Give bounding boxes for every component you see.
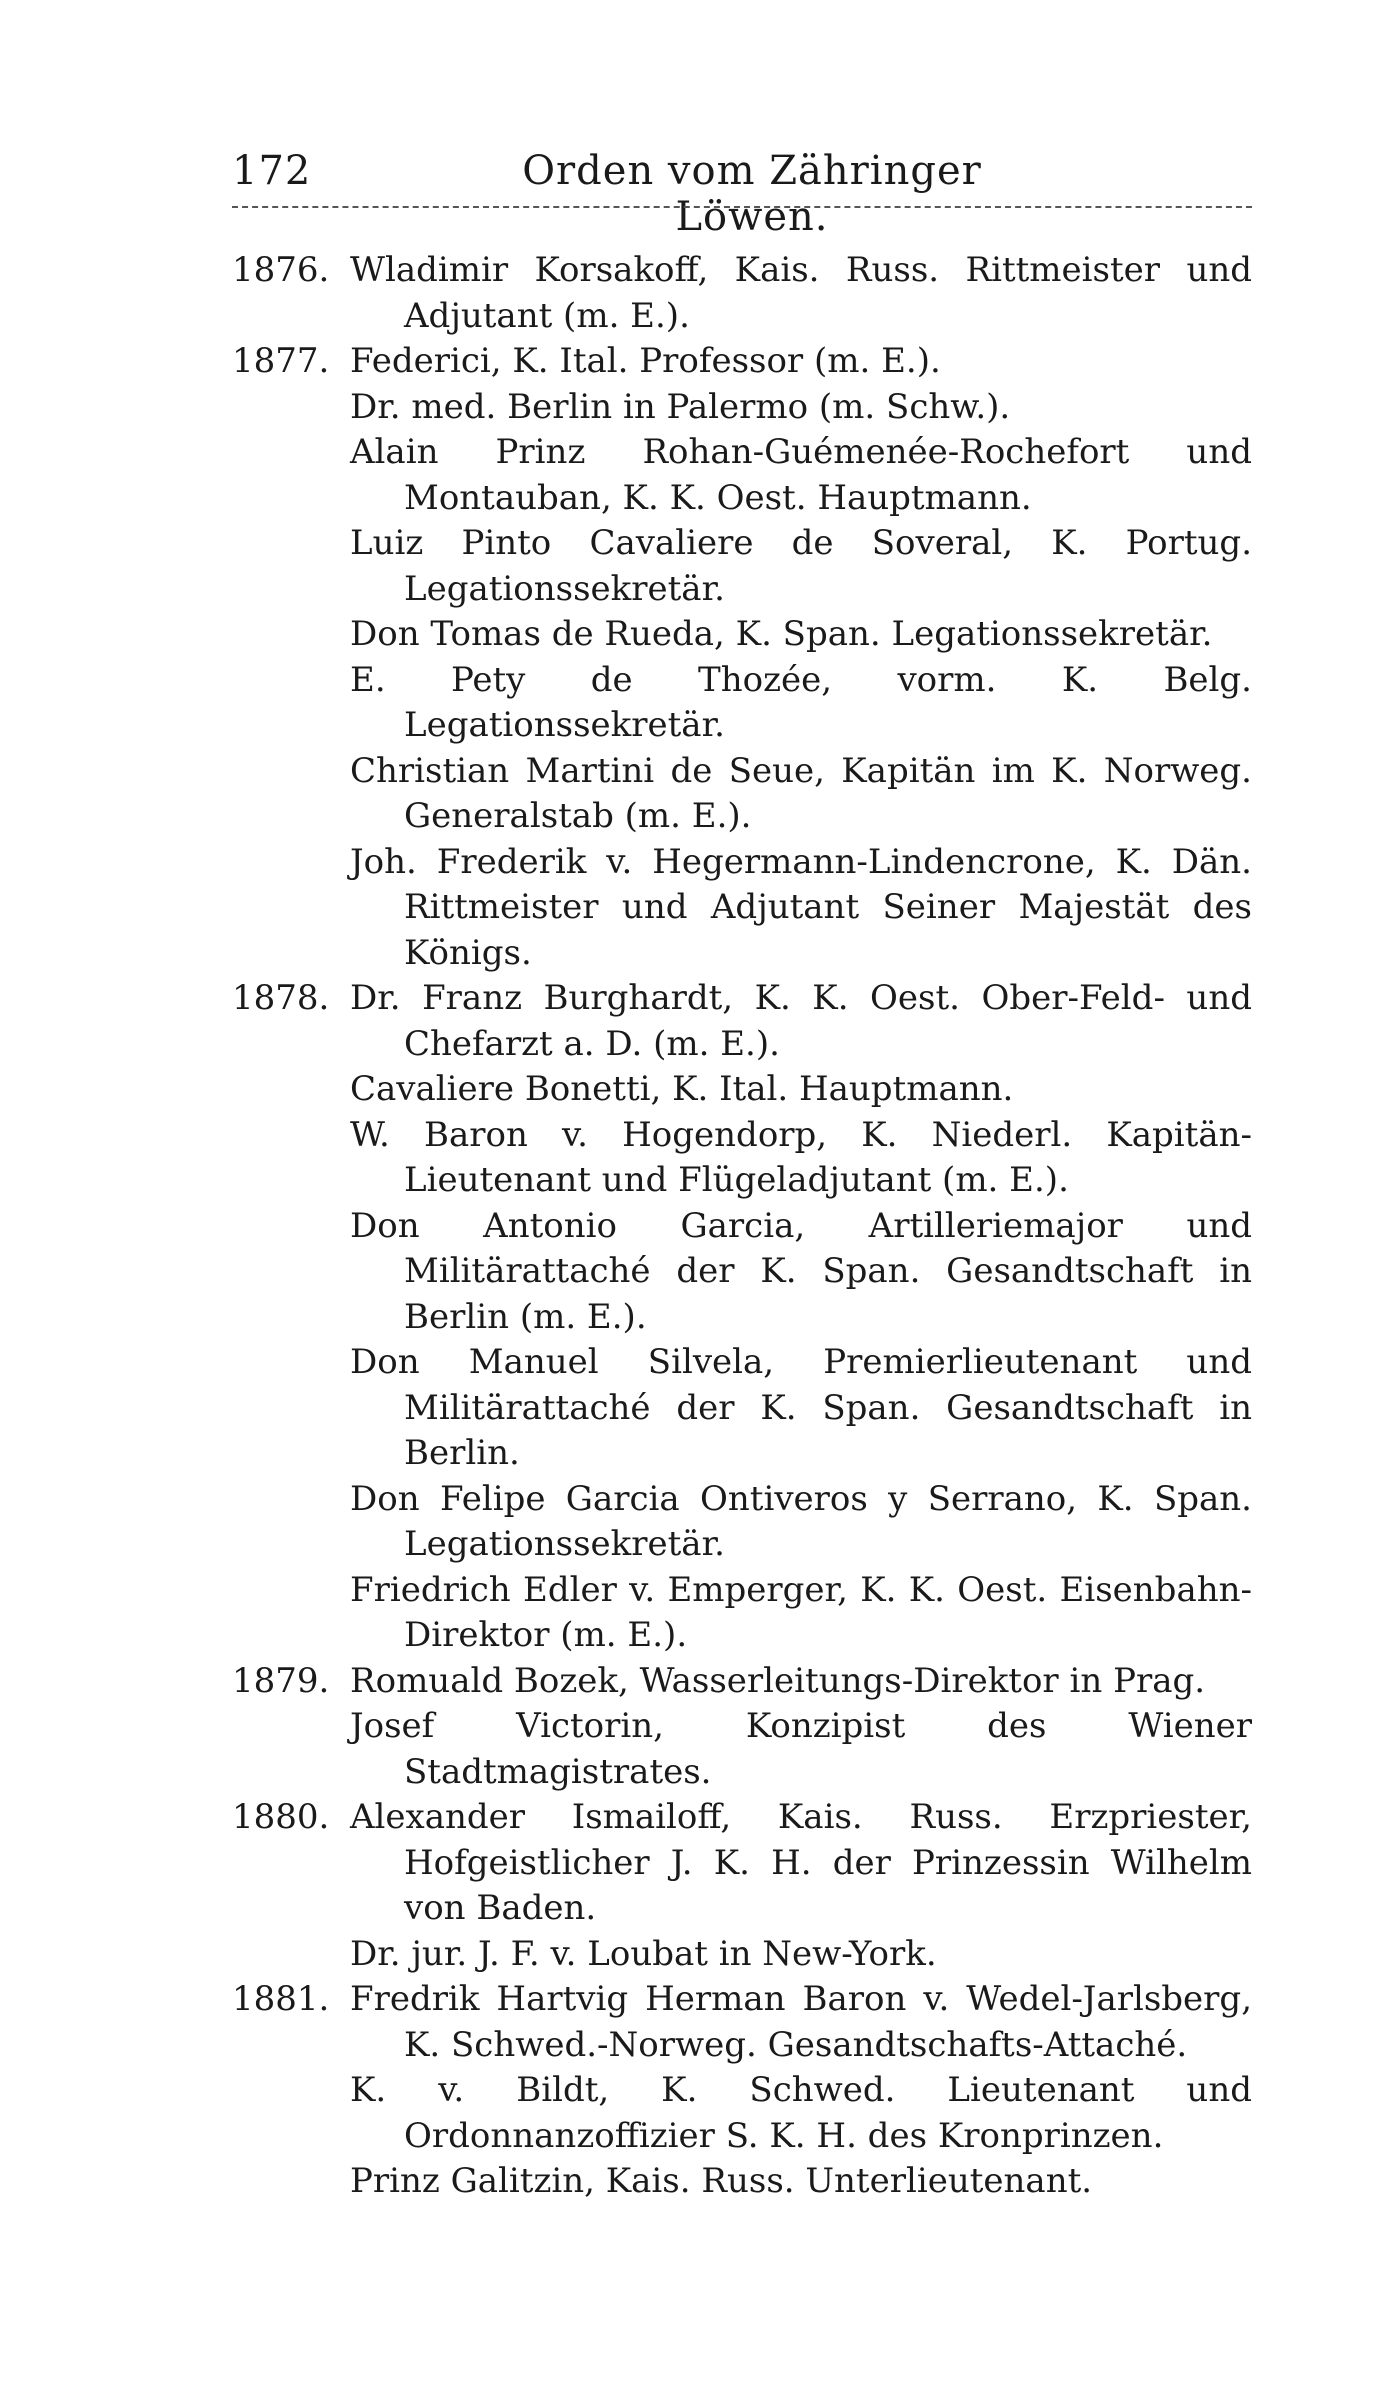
member-entry: Dr. Franz Burghardt, K. K. Oest. Ober-Feld- und Chefarzt a. D. (m. E.). [350,978,1252,1064]
year-label: 1881. [232,1979,330,2019]
year-label: 1879. [232,1660,330,1701]
year-label: 1878. [232,978,330,1018]
member-entry: Alain Prinz Rohan-Guémenée-Rochefort und Montauban, K. K. Oest. Hauptmann. [350,432,1252,518]
member-entry: Joh. Frederik v. Hegermann-Lindencrone, K. Dän. Rittmeister und Adjutant Seiner Majestät des Königs. [350,841,1252,973]
member-entry: Federici, K. Ital. Professor (m. E.). [350,341,941,381]
header-rule [232,206,1252,208]
member-entry: Christian Martini de Seue, Kapitän im K. Norweg. Generalstab (m. E.). [350,750,1252,836]
member-entry: Josef Victorin, Konzipist des Wiener Stadtmagistrates. [350,1706,1252,1792]
page-number: 172 [232,148,312,194]
year-group-1878 [232,976,1252,1659]
member-entry: Romuald Bozek, Wasserleitungs-Direktor in Prag. [350,1660,1206,1701]
member-entry: E. Pety de Thozée, vorm. K. Belg. Legationssekretär. [350,659,1252,745]
member-entry: Fredrik Hartvig Herman Baron v. Wedel-Jarlsberg, K. Schwed.-Norweg. Gesandtschafts-Attaché. [350,1979,1252,2065]
member-entry: Don Antonio Garcia, Artilleriemajor und Militärattaché der K. Span. Gesandtschaft in Berlin (m. E.). [350,1205,1252,1337]
member-entry: Prinz Galitzin, Kais. Russ. Unterlieutenant. [350,2161,1093,2201]
member-entry: Luiz Pinto Cavaliere de Soveral, K. Portug. Legationssekretär. [350,523,1252,609]
year-label: 1876. [232,250,330,290]
member-entry: Dr. med. Berlin in Palermo (m. Schw.). [350,386,1011,427]
member-entry: Alexander Ismailoff, Kais. Russ. Erzpriester, Hofgeistlicher J. K. H. der Prinzessin Wilhelm von Baden. [350,1797,1252,1928]
year-group-1877 [232,339,1252,976]
year-group-1881 [232,1977,1252,2205]
year-group-1879 [232,1659,1252,1796]
member-entry: Friedrich Edler v. Emperger, K. K. Oest. Eisenbahn-Direktor (m. E.). [350,1569,1252,1655]
order-members-list [232,248,1252,2205]
member-entry: Don Tomas de Rueda, K. Span. Legationssekretär. [350,614,1213,654]
member-entry: K. v. Bildt, K. Schwed. Lieutenant und Ordonnanzoffizier S. K. H. des Kronprinzen. [350,2070,1252,2156]
year-label: 1880. [232,1797,330,1837]
year-group-1880 [232,1795,1252,1977]
member-entry: Cavaliere Bonetti, K. Ital. Hauptmann. [350,1069,1014,1109]
member-entry: Wladimir Korsakoff, Kais. Russ. Rittmeister und Adjutant (m. E.). [350,250,1252,336]
year-group-1876 [232,248,1252,339]
member-entry: Don Felipe Garcia Ontiveros y Serrano, K. Span. Legationssekretär. [350,1478,1252,1564]
member-entry: W. Baron v. Hogendorp, K. Niederl. Kapitän-Lieutenant und Flügeladjutant (m. E.). [350,1114,1252,1200]
running-title: Orden vom Zähringer Löwen. [522,148,982,240]
member-entry: Dr. jur. J. F. v. Loubat in New-York. [350,1933,937,1974]
page-header [232,148,1252,240]
member-entry: Don Manuel Silvela, Premierlieutenant und Militärattaché der K. Span. Gesandtschaft in Berlin. [350,1342,1252,1473]
year-label: 1877. [232,341,330,381]
